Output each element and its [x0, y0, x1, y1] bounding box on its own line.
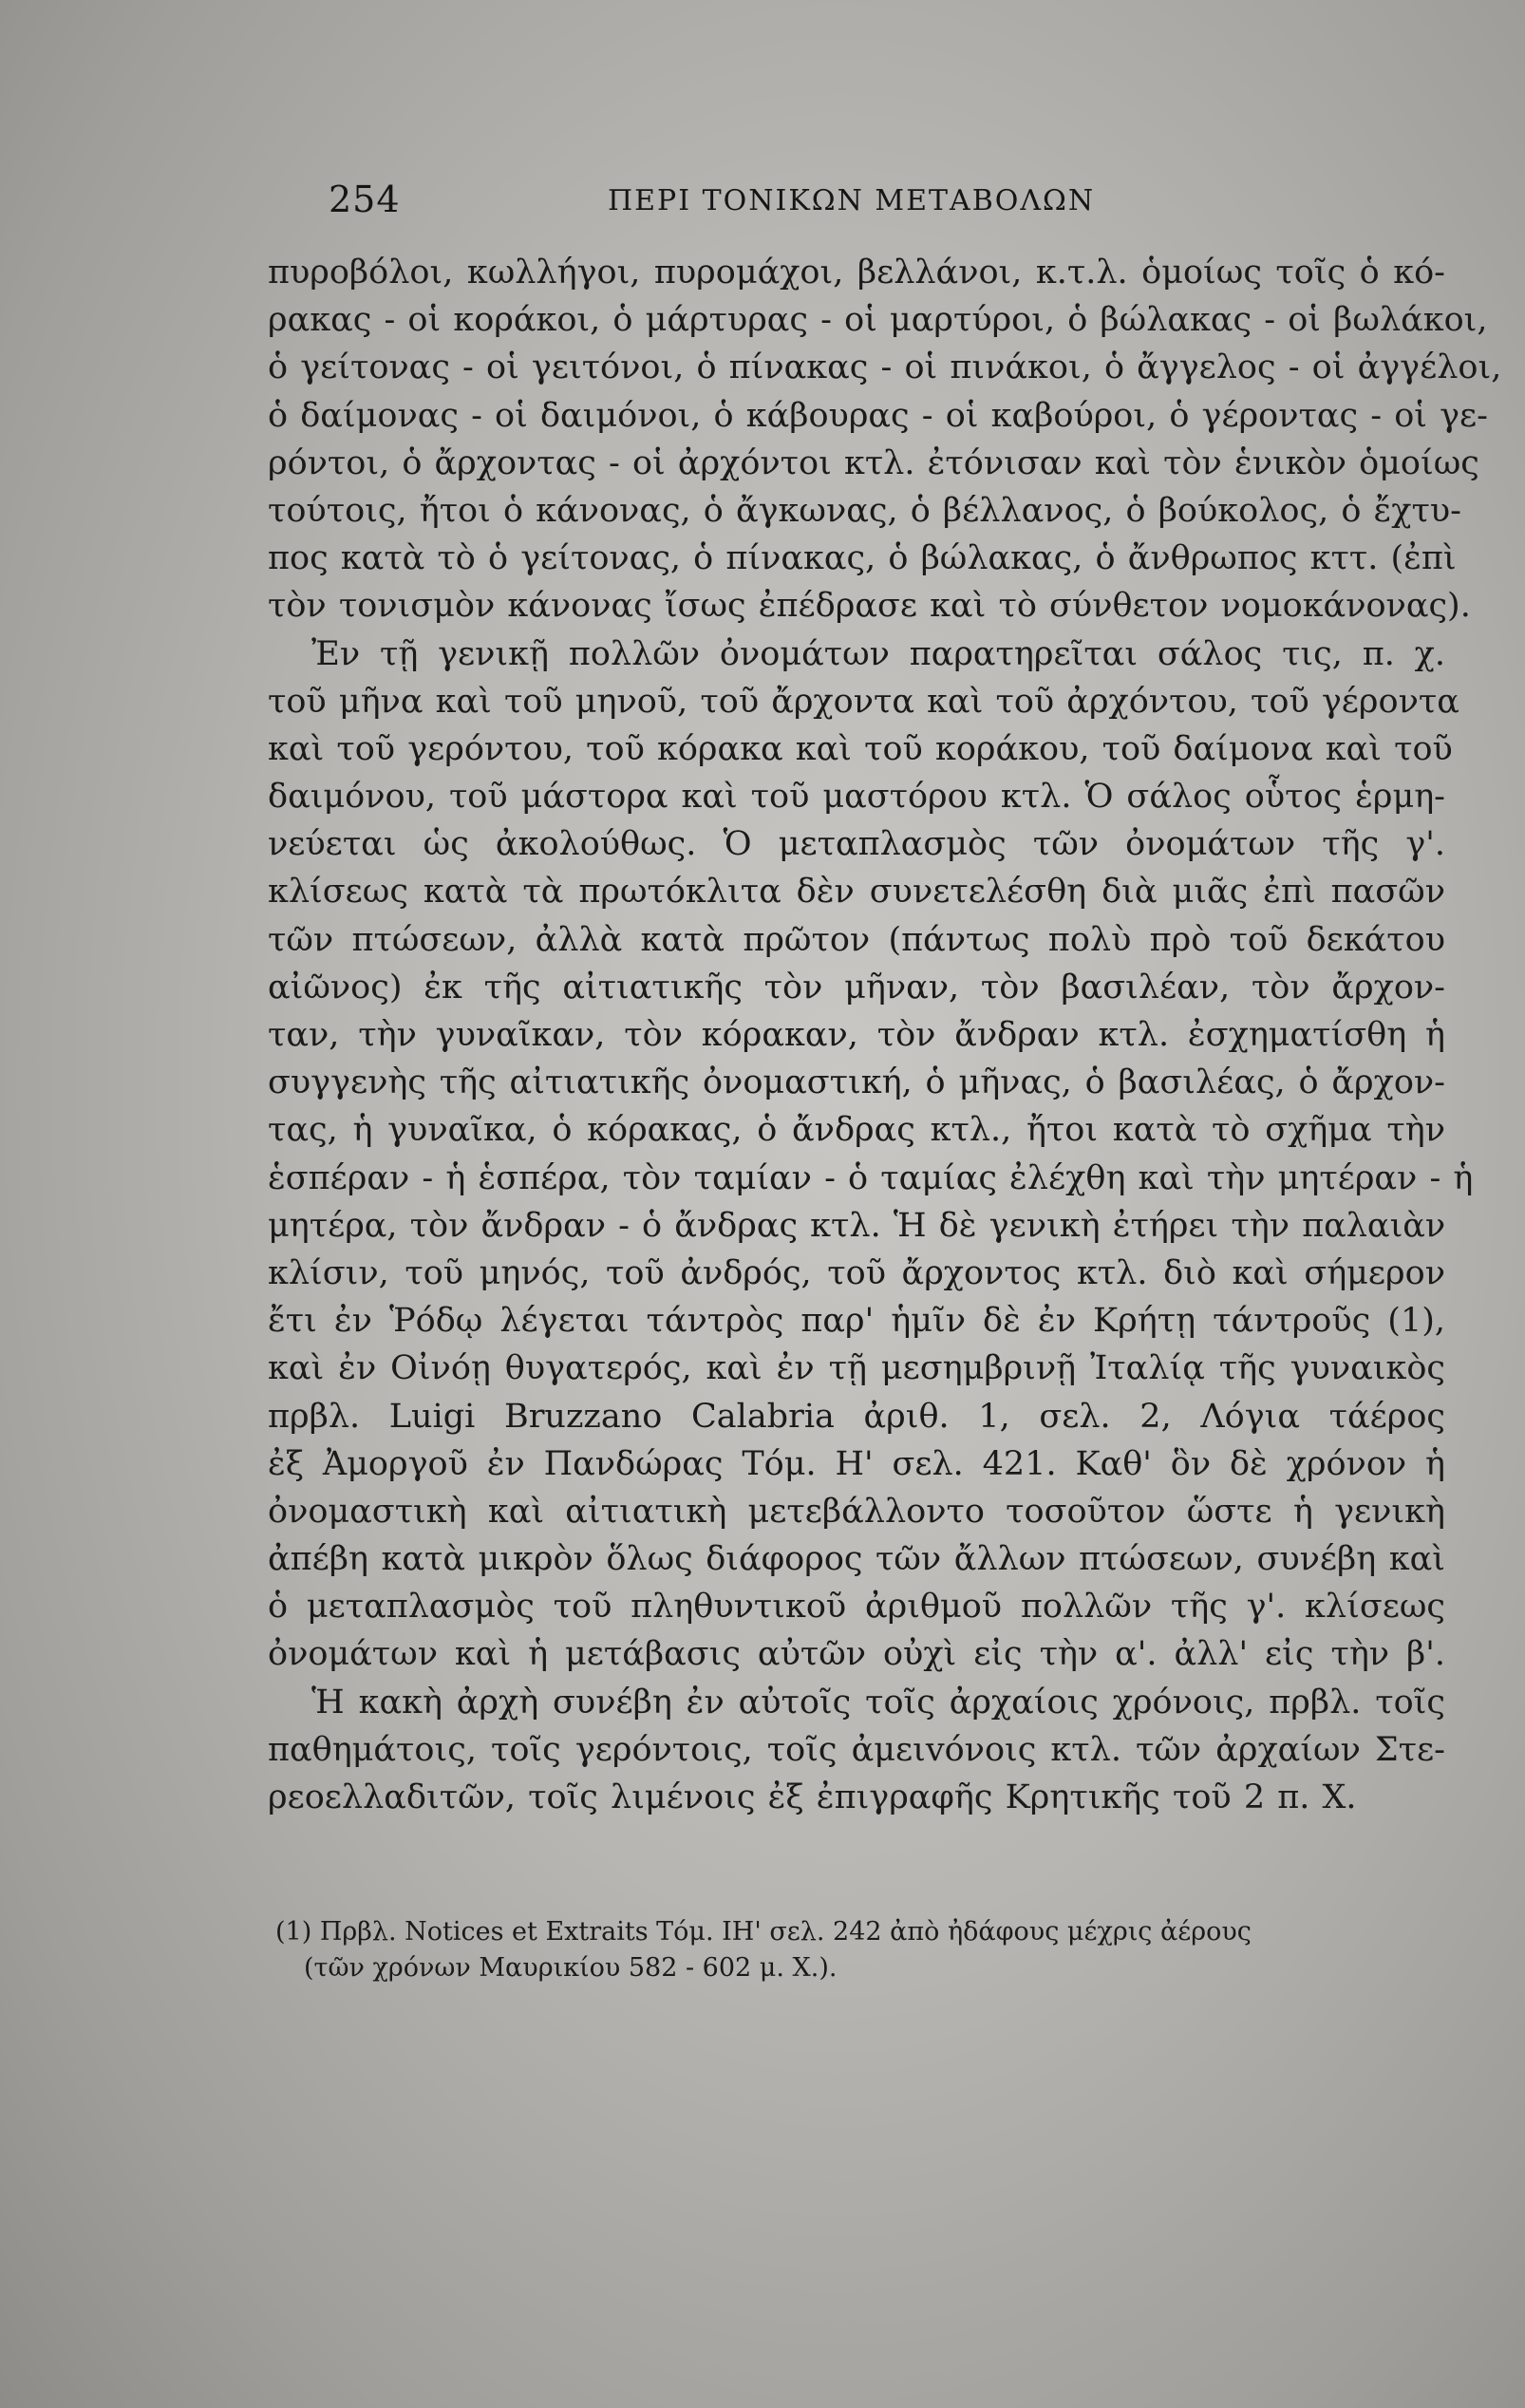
text-line: αἰῶνος) ἐκ τῆς αἰτιατικῆς τὸν μῆναν, τὸν βασιλέαν, τὸν ἄρχον- [268, 968, 1445, 1006]
text-line: καὶ τοῦ γερόντου, τοῦ κόρακα καὶ τοῦ κοράκου, τοῦ δαίμονα καὶ τοῦ [268, 729, 1453, 768]
text-line: τοῦ μῆνα καὶ τοῦ μηνοῦ, τοῦ ἄρχοντα καὶ τοῦ ἀρχόντου, τοῦ γέροντα [268, 682, 1459, 721]
text-line: κλίσεως κατὰ τὰ πρωτόκλιτα δὲν συνετελέσθη διὰ μιᾶς ἐπὶ πασῶν [268, 873, 1445, 912]
text-line: πος κατὰ τὸ ὁ γείτονας, ὁ πίνακας, ὁ βώλακας, ὁ ἄνθρωπος κττ. (ἐπὶ [268, 539, 1457, 578]
footnote-line: (τῶν χρόνων Μαυρικίου 582 - 602 μ. Χ.). [304, 1953, 838, 1983]
text-line: ἀπέβη κατὰ μικρὸν ὅλως διάφορος τῶν ἄλλων πτώσεων, συνέβη καὶ [268, 1540, 1445, 1579]
footnotes [275, 1914, 1445, 1986]
text-line: καὶ ἐν Οἰνόῃ θυγατερός, καὶ ἐν τῇ μεσημβρινῇ Ἰταλίᾳ τῆς γυναικὸς [268, 1349, 1445, 1388]
text-line: πρβλ. Luigi Bruzzano Calabria ἀριθ. 1, σελ. 2, Λόγια τάέρος [268, 1397, 1445, 1436]
text-line: τῶν πτώσεων, ἀλλὰ κατὰ πρῶτον (πάντως πολὺ πρὸ τοῦ δεκάτου [268, 920, 1445, 959]
text-line: ἐξ Ἀμοργοῦ ἐν Πανδώρας Τόμ. Η' σελ. 421. Καθ' ὃν δὲ χρόνον ἡ [268, 1444, 1445, 1483]
text-line: τας, ἡ γυναῖκα, ὁ κόρακας, ὁ ἄνδρας κτλ., ἤτοι κατὰ τὸ σχῆμα τὴν [268, 1111, 1445, 1150]
text-line: τὸν τονισμὸν κάνονας ἴσως ἐπέδρασε καὶ τὸ σύνθετον νομοκάνονας). [268, 587, 1471, 626]
text-line: παθημάτοις, τοῖς γερόντοις, τοῖς ἀμειvόνοις κτλ. τῶν ἀρχαίων Στε- [268, 1730, 1445, 1769]
text-line: ταν, τὴν γυναῖκαν, τὸν κόρακαν, τὸν ἄνδραν κτλ. ἐσχηματίσθη ἡ [268, 1016, 1445, 1054]
text-line: Ἐν τῇ γενικῇ πολλῶν ὀνομάτων παρατηρεῖται σάλος τις, π. χ. [311, 634, 1445, 673]
text-line: ἔτι ἐν Ῥόδῳ λέγεται τάντρὸς παρ' ἡμῖν δὲ ἐν Κρήτῃ τάντροῦς (1), [268, 1302, 1445, 1341]
text-line: Ἡ κακὴ ἀρχὴ συνέβη ἐν αὐτοῖς τοῖς ἀρχαίοις χρόνοις, πρβλ. τοῖς [311, 1683, 1445, 1721]
text-line: τούτοις, ἤτοι ὁ κάνονας, ὁ ἄγκωνας, ὁ βέλλανος, ὁ βούκολος, ὁ ἔχτυ- [268, 491, 1461, 530]
text-line: ρεοελλαδιτῶν, τοῖς λιμένοις ἐξ ἐπιγραφῆς Κρητικῆς τοῦ 2 π. Χ. [268, 1778, 1357, 1816]
text-line: ὁ μεταπλασμὸς τοῦ πληθυντικοῦ ἀριθμοῦ πολλῶν τῆς γ'. κλίσεως [268, 1588, 1445, 1627]
text-line: κλίσιν, τοῦ μηνός, τοῦ ἀνδρός, τοῦ ἄρχοντος κτλ. διὸ καὶ σήμερον [268, 1253, 1445, 1292]
text-line: ρακας - οἱ κοράκοι, ὁ μάρτυρας - οἱ μαρτύροι, ὁ βώλακας - οἱ βωλάκοι, [268, 301, 1488, 340]
text-line: μητέρα, τὸν ἄνδραν - ὁ ἄνδρας κτλ. Ἡ δὲ γενικὴ ἐτήρει τὴν παλαιὰν [268, 1206, 1446, 1245]
text-line: νεύεται ὡς ἀκολούθως. Ὁ μεταπλασμὸς τῶν ὀνομάτων τῆς γ'. [268, 825, 1445, 864]
page-number: 254 [329, 179, 401, 220]
text-line: δαιμόνου, τοῦ μάστορα καὶ τοῦ μαστόρου κτλ. Ὁ σάλος οὗτος ἑρμη- [268, 778, 1445, 817]
page-header [0, 179, 1525, 235]
footnote-line: (1) Πρβλ. Notices et Extraits Τόμ. ΙΗ' σελ. 242 ἀπὸ ἠδάφους μέχρις ἀέρους [275, 1917, 1252, 1947]
text-line: ὁ γείτονας - οἱ γειτόνοι, ὁ πίνακας - οἱ πινάκοι, ὁ ἄγγελος - οἱ ἀγγέλοι, [268, 348, 1502, 387]
text-line: ρόντοι, ὁ ἄρχοντας - οἱ ἀρχόντοι κτλ. ἐτόνισαν καὶ τὸν ἑνικὸν ὁμοίως [268, 443, 1479, 482]
text-line: πυροβόλοι, κωλλήγοι, πυρομάχοι, βελλάνοι, κ.τ.λ. ὁμοίως τοῖς ὁ κό- [268, 254, 1445, 292]
body-text [268, 249, 1502, 1821]
text-line: ὀνομαστικὴ καὶ αἰτιατικὴ μετεβάλλοντο τοσοῦτον ὥστε ἡ γενικὴ [268, 1492, 1445, 1531]
text-line: ὁ δαίμονας - οἱ δαιμόνοι, ὁ κάβουρας - οἱ καβούροι, ὁ γέροντας - οἱ γε- [268, 396, 1488, 435]
running-title: ΠΕΡΙ ΤΟΝΙΚΩΝ ΜΕΤΑΒΟΛΩΝ [608, 184, 1096, 217]
text-line: ὀνομάτων καὶ ἡ μετάβασις αὐτῶν οὐχὶ εἰς τὴν α'. ἀλλ' εἰς τὴν β'. [268, 1635, 1445, 1674]
text-line: συγγενὴς τῆς αἰτιατικῆς ὀνομαστική, ὁ μῆνας, ὁ βασιλέας, ὁ ἄρχον- [268, 1063, 1445, 1102]
text-line: ἑσπέραν - ἡ ἑσπέρα, τὸν ταμίαν - ὁ ταμίας ἐλέχθη καὶ τὴν μητέραν - ἡ [268, 1158, 1474, 1197]
